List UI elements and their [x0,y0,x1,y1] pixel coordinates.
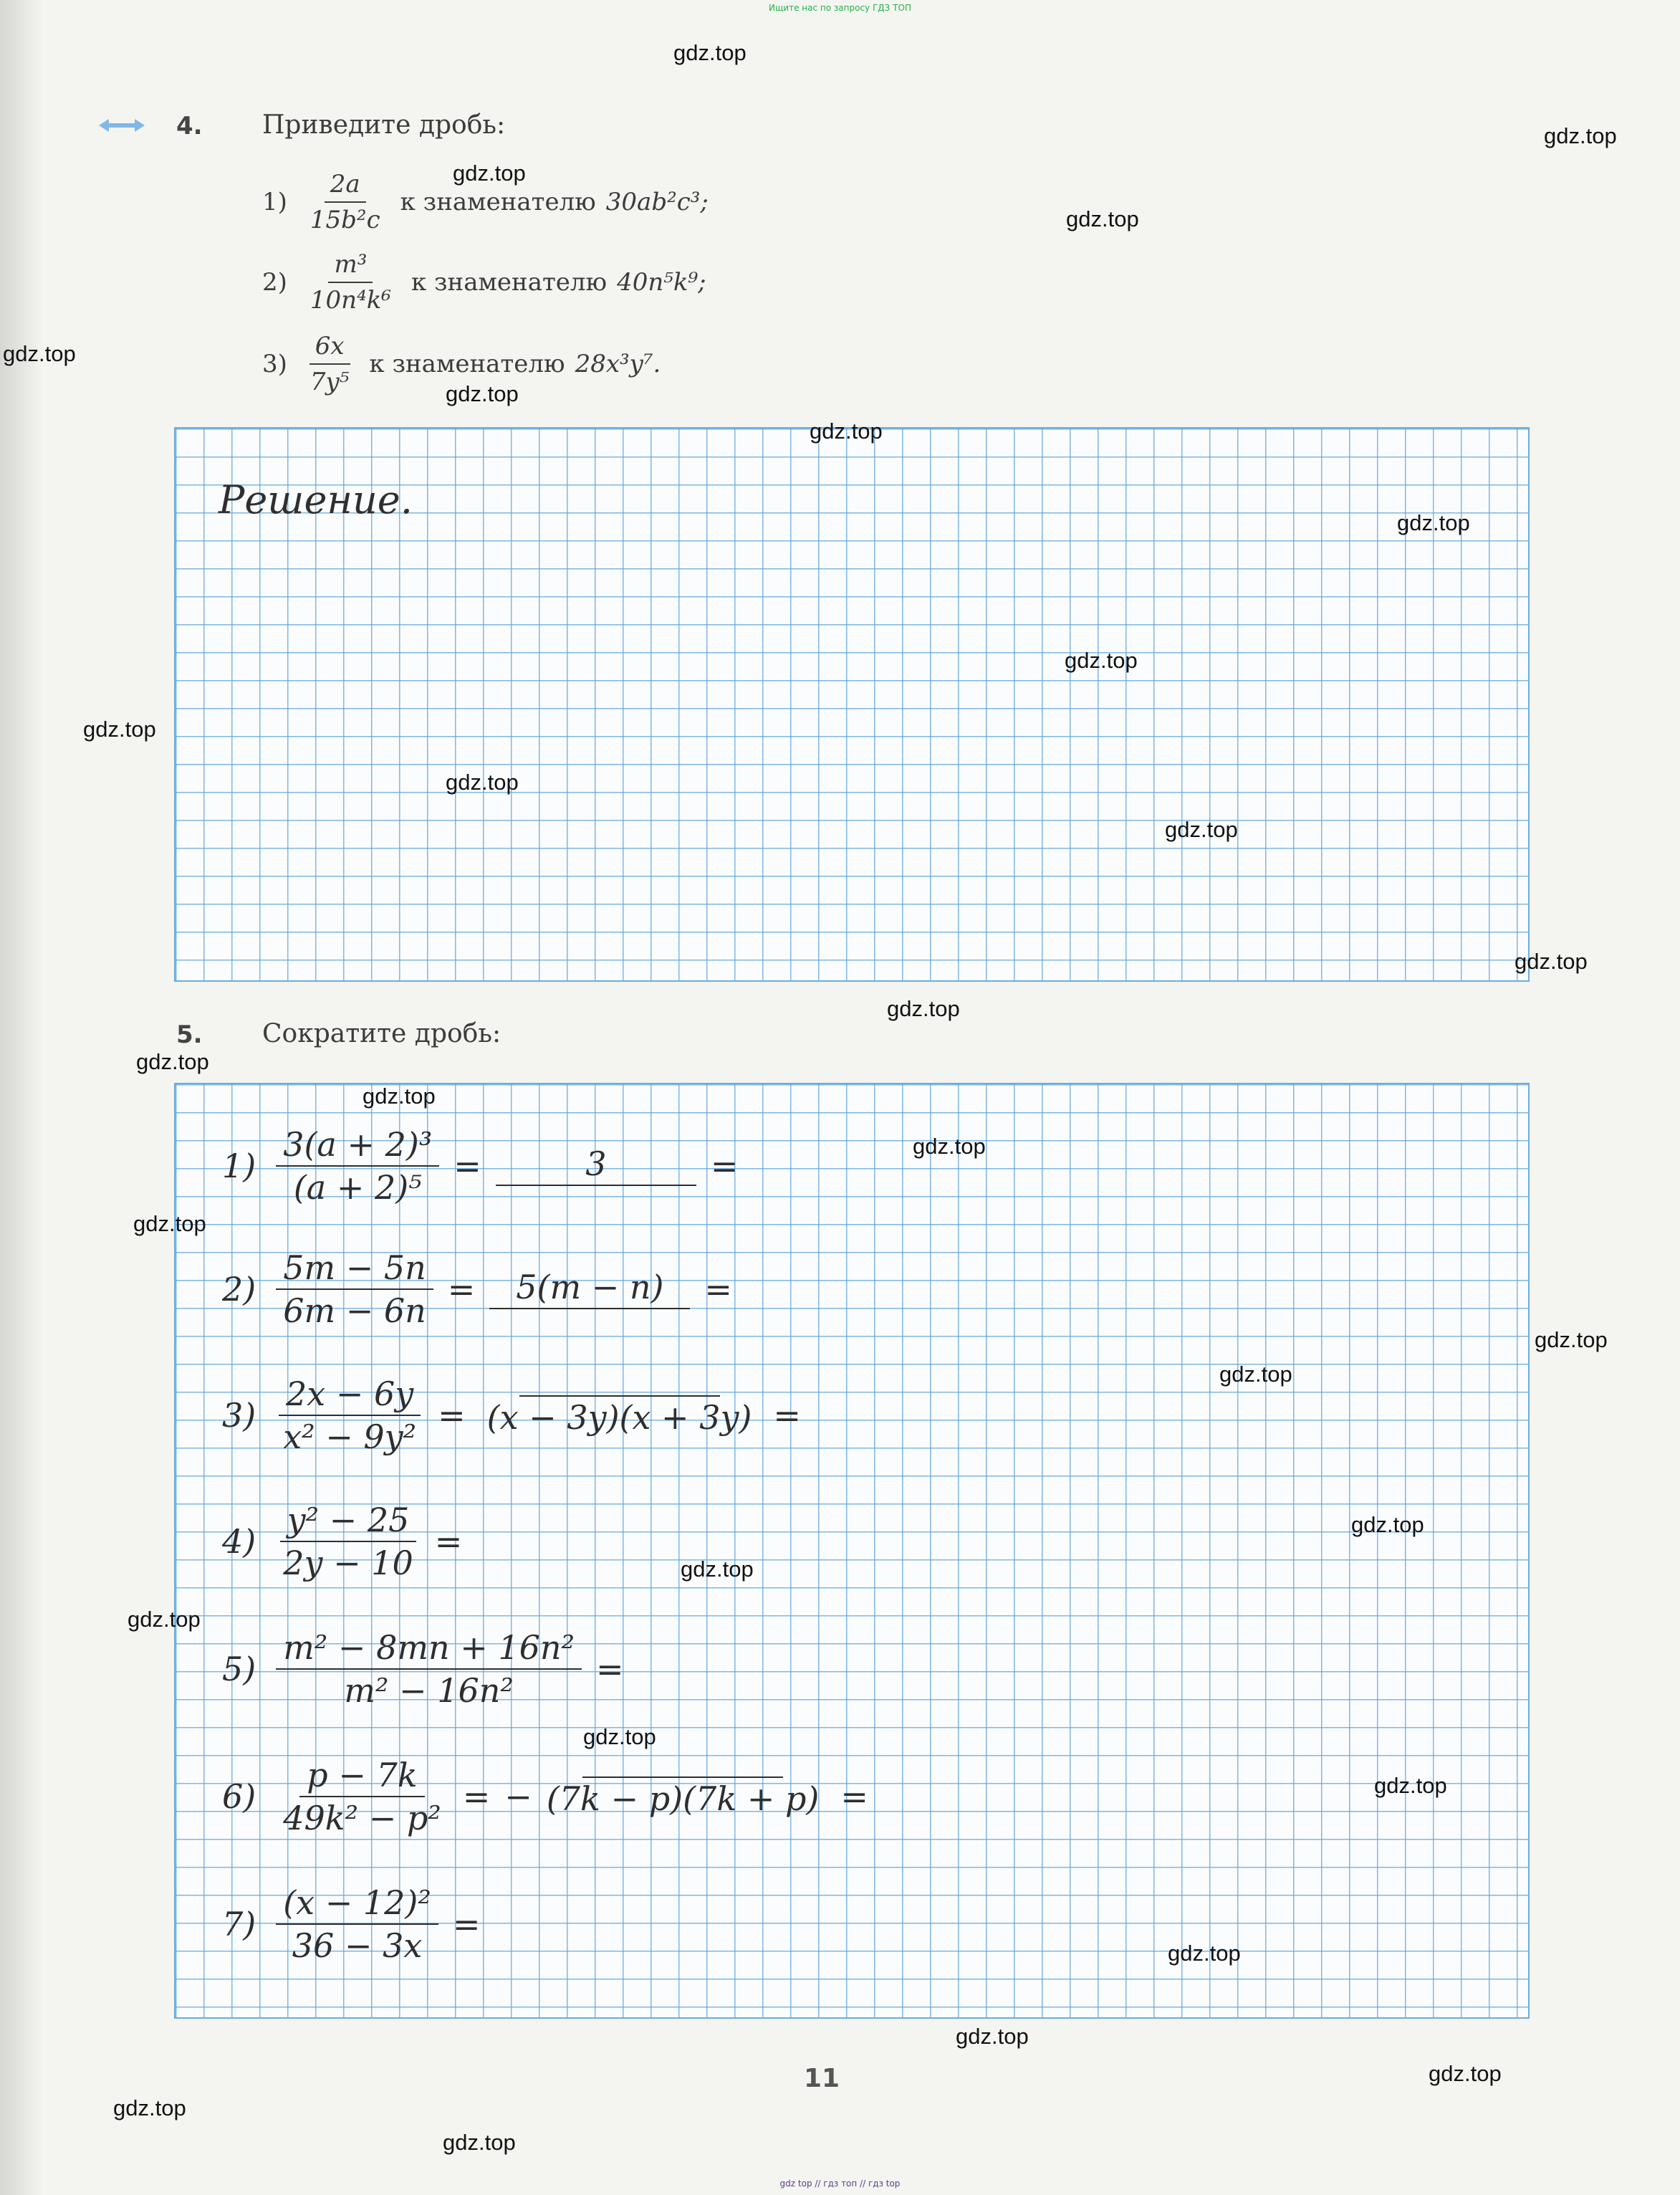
answer-numerator: 3 [496,1144,696,1186]
numerator: 5m − 5n [276,1248,433,1290]
denominator: 15b²c [309,206,380,234]
answer-denominator: (7k − p)(7k + p) [546,1779,820,1818]
fraction [304,250,397,315]
equals-sign: = [452,1905,481,1943]
watermark: gdz.top [673,40,747,65]
item-label: 3) [222,1396,256,1435]
watermark: gdz.top [3,341,76,366]
watermark: gdz.top [887,996,960,1021]
watermark: gdz.top [1066,206,1139,231]
watermark: gdz.top [446,381,519,406]
instruction-text: к знаменателю [400,188,596,216]
item-label: 7) [222,1905,256,1943]
denominator: (a + 2)⁵ [293,1168,422,1207]
answer-denominator [589,1186,603,1187]
task-5-item-3 [222,1374,808,1456]
fraction [276,1883,438,1965]
watermark: gdz.top [1397,510,1470,535]
item-label: 1) [222,1147,256,1185]
denominator: 7y⁵ [309,368,350,396]
item-number: 1) [262,188,287,216]
watermark: gdz.top [1219,1362,1292,1387]
watermark: gdz.top [1544,123,1617,148]
fraction [276,1248,433,1330]
task-4-title: Приведите дробь: [262,110,506,140]
denominator: 2y − 10 [283,1544,413,1582]
denominator: x² − 9y² [283,1417,417,1456]
answer-fraction [539,1775,827,1818]
numerator: p − 7k [299,1756,424,1797]
double-arrow-icon [99,118,145,133]
answer-denominator [582,1309,597,1311]
fraction [276,1756,448,1837]
watermark: gdz.top [1165,817,1238,842]
solution-label: Решение. [219,477,413,522]
fraction [304,332,355,396]
fraction [304,170,386,234]
fraction [276,1501,421,1582]
bottom-banner: gdz top // гдз топ // гдз top [779,2179,901,2189]
answer-fraction [496,1144,696,1187]
answer-fraction [489,1268,690,1311]
equals-sign: = [595,1650,624,1688]
task-5-number: 5. [176,1020,203,1049]
fraction [276,1125,439,1207]
task-4-item-2 [262,247,706,318]
watermark: gdz.top [446,770,519,795]
fraction [276,1628,582,1710]
denominator: 10n⁴k⁶ [309,286,391,315]
task-5-item-1 [222,1125,745,1207]
watermark: gdz.top [810,419,883,444]
top-banner: Ищите нас по запросу ГДЗ ТОП [769,3,911,13]
answer-numerator: 5(m − n) [489,1268,690,1309]
item-label: 4) [222,1522,256,1561]
watermark: gdz.top [681,1556,754,1582]
denominator: 36 − 3x [292,1926,423,1965]
equals-sign: = [434,1522,463,1561]
task-5-item-2 [222,1248,739,1330]
watermark: gdz.top [583,1724,656,1749]
numerator: y² − 25 [280,1501,417,1542]
instruction-text: к знаменателю [411,268,608,297]
numerator: (x − 12)² [276,1883,438,1925]
target-denominator: 30ab²c³; [605,188,709,216]
item-number: 3) [262,350,287,378]
equals-sign: = [462,1777,491,1816]
instruction-text: к знаменателю [369,350,565,378]
numerator: 2x − 6y [279,1374,421,1416]
equals-sign: = [447,1270,476,1309]
answer-fraction [480,1394,759,1437]
equals-sign: = [840,1777,868,1816]
page-number: 11 [804,2064,840,2093]
item-number: 2) [262,268,287,297]
task-5-item-4 [222,1501,469,1582]
equals-sign: = [704,1270,732,1309]
watermark: gdz.top [136,1049,209,1074]
task-5-item-6 [222,1756,875,1837]
numerator: m² − 8mn + 16n² [276,1628,582,1670]
watermark: gdz.top [1168,1941,1241,1966]
watermark: gdz.top [453,161,526,186]
watermark: gdz.top [956,2024,1029,2049]
target-denominator: 28x³y⁷. [575,350,661,378]
task-5-title: Сократите дробь: [262,1019,501,1048]
task-4-number: 4. [176,112,203,140]
watermark: gdz.top [1429,2061,1502,2086]
watermark: gdz.top [1515,949,1588,974]
equals-sign: = [773,1396,801,1435]
item-label: 5) [222,1650,256,1688]
item-label: 2) [222,1270,256,1309]
watermark: gdz.top [133,1211,206,1236]
watermark: gdz.top [128,1607,201,1632]
watermark: gdz.top [1535,1327,1608,1352]
equals-sign: = [710,1147,739,1185]
watermark: gdz.top [363,1084,436,1109]
watermark: gdz.top [1065,648,1138,673]
task-5-item-7 [222,1883,487,1965]
denominator: 49k² − p² [283,1799,441,1837]
watermark: gdz.top [83,717,156,742]
task-5-item-5 [222,1628,631,1710]
fraction [276,1374,423,1456]
denominator: m² − 16n² [344,1671,514,1710]
numerator: 3(a + 2)³ [276,1125,439,1167]
numerator: 2a [325,170,366,203]
equals-sign: = [438,1396,466,1435]
numerator: m³ [328,250,373,283]
watermark: gdz.top [1374,1773,1447,1798]
watermark: gdz.top [1351,1512,1424,1537]
minus-sign: − [504,1777,532,1816]
numerator: 6x [309,332,350,365]
watermark: gdz.top [443,2130,516,2155]
answer-denominator: (x − 3y)(x + 3y) [486,1398,752,1437]
denominator: 6m − 6n [283,1291,426,1330]
watermark: gdz.top [913,1134,986,1159]
page-edge-shadow [0,0,43,2195]
watermark: gdz.top [113,2095,186,2120]
item-label: 6) [222,1777,256,1816]
target-denominator: 40n⁵k⁹; [617,268,706,297]
equals-sign: = [453,1147,481,1185]
